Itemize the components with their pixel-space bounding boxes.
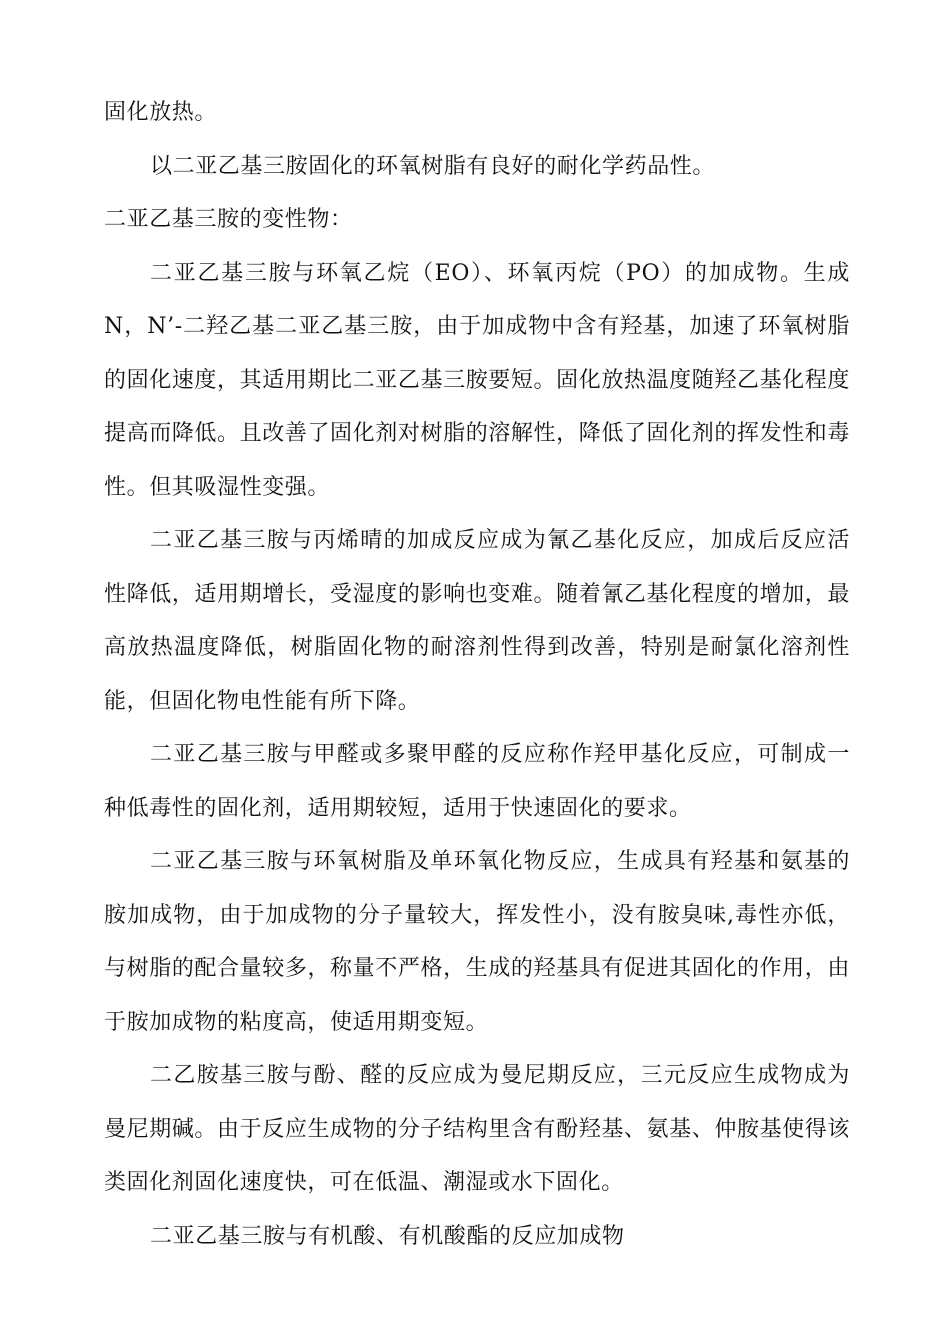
paragraph-5: 二亚乙基三胺与丙烯晴的加成反应成为氰乙基化反应，加成后反应活性降低，适用期增长，受湿度的影响也变难。随着氰乙基化程度的增加，最高放热温度降低，树脂固化物的耐溶剂性得到改善，特别是耐氯化溶剂性能，但固化物电性能有所下降。 bbox=[104, 528, 850, 714]
paragraph-9: 二亚乙基三胺与有机酸、有机酸酯的反应加成物 bbox=[150, 1223, 625, 1249]
document-page bbox=[104, 86, 850, 1263]
paragraph-8: 二乙胺基三胺与酚、醛的反应成为曼尼期反应，三元反应生成物成为曼尼期碱。由于反应生成物的分子结构里含有酚羟基、氨基、仲胺基使得该类固化剂固化速度快，可在低温、潮湿或水下固化。 bbox=[104, 1063, 850, 1195]
paragraph-1: 固化放热。 bbox=[104, 100, 218, 125]
paragraph-7: 二亚乙基三胺与环氧树脂及单环氧化物反应，生成具有羟基和氨基的胺加成物，由于加成物的分子量较大，挥发性小，没有胺臭味,毒性亦低，与树脂的配合量较多，称量不严格，生成的羟基具有促进其固化的作用，由于胺加成物的粘度高，使适用期变短。 bbox=[104, 849, 850, 1035]
section-heading: 二亚乙基三胺的变性物： bbox=[104, 207, 353, 232]
paragraph-4: 二亚乙基三胺与环氧乙烷（EO）、环氧丙烷（PO）的加成物。生成N，N’-二羟乙基二亚乙基三胺，由于加成物中含有羟基，加速了环氧树脂的固化速度，其适用期比二亚乙基三胺要短。固化放热温度随羟乙基化程度提高而降低。且改善了固化剂对树脂的溶解性，降低了固化剂的挥发性和毒性。但其吸湿性变强。 bbox=[104, 260, 850, 500]
paragraph-6: 二亚乙基三胺与甲醛或多聚甲醛的反应称作羟甲基化反应，可制成一种低毒性的固化剂，适用期较短，适用于快速固化的要求。 bbox=[104, 742, 850, 821]
paragraph-2: 以二亚乙基三胺固化的环氧树脂有良好的耐化学药品性。 bbox=[150, 153, 716, 179]
